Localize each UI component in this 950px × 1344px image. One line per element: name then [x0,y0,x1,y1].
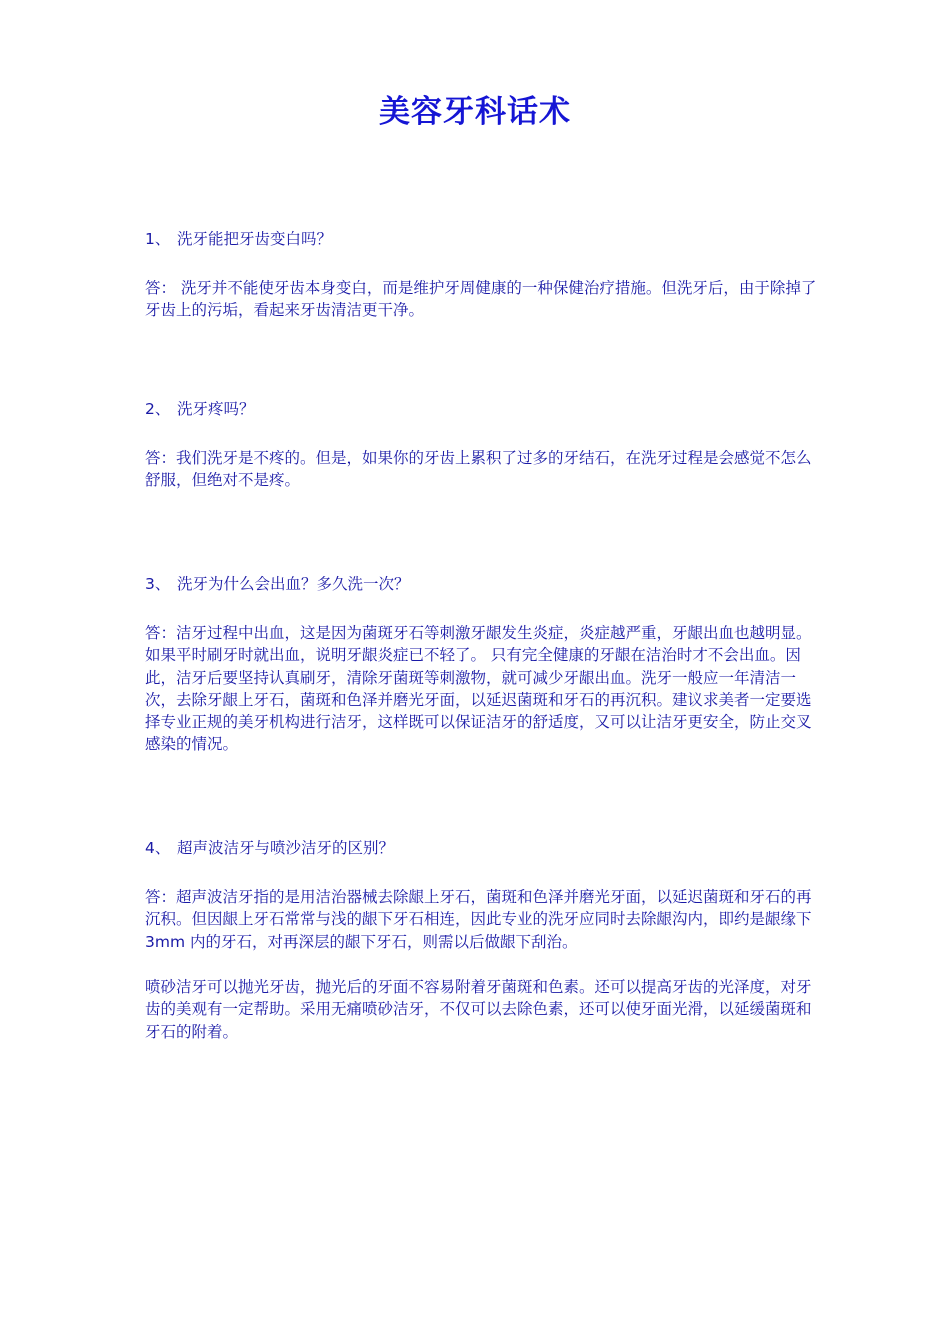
answer-3: 答：洁牙过程中出血，这是因为菌斑牙石等刺激牙龈发生炎症，炎症越严重，牙龈出血也越明显。如果平时刷牙时就出血，说明牙龈炎症已不轻了。 只有完全健康的牙龈在洁治时才不会出血。因此，洁牙后要坚持认真刷牙，清除牙菌斑等刺激物，就可减少牙龈出血。洗牙一般应一年清洁一次，去除牙龈上牙石，菌斑和色泽并磨光牙面，以延迟菌斑和牙石的再沉积。建议求美者一定要选择专业正规的美牙机构进行洁牙，这样既可以保证洁牙的舒适度，又可以让洁牙更安全，防止交叉感染的情况。 [145,624,812,754]
question-2 [145,398,825,420]
question-4 [145,837,825,859]
answer-4-paragraph-1: 答：超声波洁牙指的是用洁治器械去除龈上牙石，菌斑和色泽并磨光牙面，以延迟菌斑和牙石的再沉积。但因龈上牙石常常与浅的龈下牙石相连，因此专业的洗牙应同时去除龈沟内，即约是龈缘下 3mm 内的牙石，对再深层的龈下牙石，则需以后做龈下刮治。 [145,888,812,951]
question-text: 洗牙疼吗？ [177,400,255,418]
question-number: 2、 [145,400,171,418]
question-text: 洗牙能把牙齿变白吗？ [177,230,333,248]
answer-2: 答：我们洗牙是不疼的。但是，如果你的牙齿上累积了过多的牙结石，在洗牙过程是会感觉不怎么舒服，但绝对不是疼。 [145,449,812,490]
question-text: 超声波洁牙与喷沙洁牙的区别？ [177,839,395,857]
question-text: 洗牙为什么会出血？多久洗一次？ [177,575,410,593]
document-title: 美容牙科话术 [379,94,571,130]
question-number: 4、 [145,839,171,857]
question-3 [145,573,825,595]
answer-1: 答： 洗牙并不能使牙齿本身变白，而是维护牙周健康的一种保健治疗措施。但洗牙后，由于除掉了牙齿上的污垢，看起来牙齿清洁更干净。 [145,279,817,320]
question-1 [145,228,825,250]
question-number: 1、 [145,230,171,248]
answer-4-paragraph-2: 喷砂洁牙可以抛光牙齿，抛光后的牙面不容易附着牙菌斑和色素。还可以提高牙齿的光泽度，对牙齿的美观有一定帮助。采用无痛喷砂洁牙，不仅可以去除色素，还可以使牙面光滑，以延缓菌斑和牙石的附着。 [145,978,812,1041]
question-number: 3、 [145,575,171,593]
